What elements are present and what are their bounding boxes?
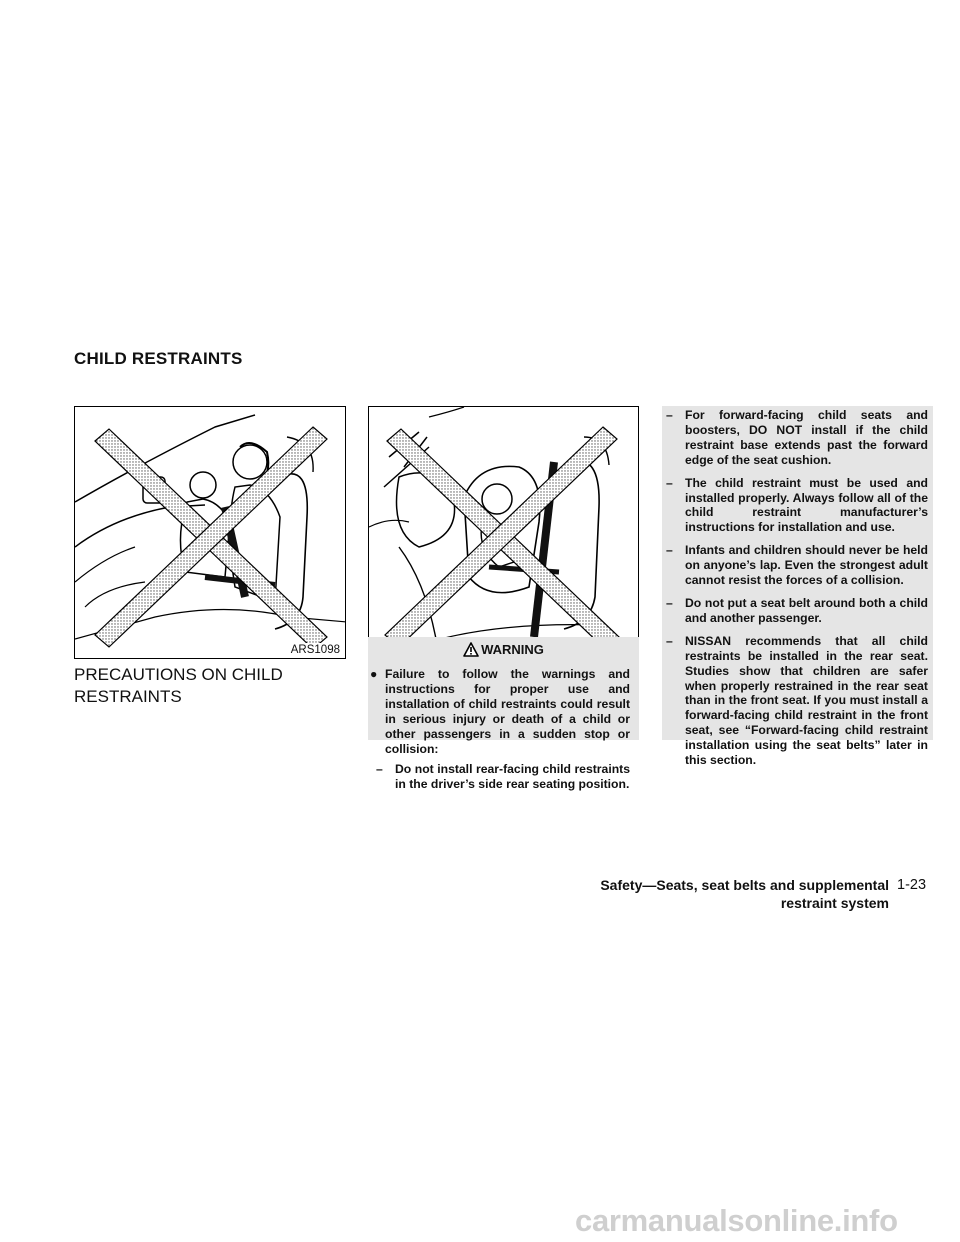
section-title: CHILD RESTRAINTS (74, 349, 243, 368)
warning-item-text: Do not install rear-facing child restraints in the driver’s side rear seating position. (395, 762, 630, 792)
warning-item (666, 543, 928, 588)
dash-icon: – (376, 762, 383, 777)
warning-item-text: The child restraint must be used and installed properly. Always follow all of the child restraint manufacturer’s instructions for installation and use. (685, 475, 928, 535)
subsection-title: PRECAUTIONS ON CHILD RESTRAINTS (74, 665, 283, 706)
warning-title-text: WARNING (481, 642, 544, 657)
footer-chapter: Safety—Seats, seat belts and supplemental restraint system (600, 877, 889, 911)
dash-icon: – (666, 633, 673, 648)
figure-ars1098 (74, 406, 346, 659)
figure-code: ARS1098 (287, 643, 342, 658)
figure-wrs0256-illustration (369, 407, 639, 659)
warning-item-text: For forward-facing child seats and boosters, DO NOT install if the child restraint base extends past the forward edge of the seat cushion. (685, 408, 928, 467)
warning-item (666, 408, 928, 468)
warning-item (666, 596, 928, 626)
warning-item-text: NISSAN recommends that all child restraints be installed in the rear seat. Studies show that children are safer when properly restrained in the rear seat than in the front seat. If you must install a forward-facing child restraint in the front seat, see “Forward-facing child restraint installation using the seat belts” later in this section. (685, 633, 928, 768)
warning-item (666, 634, 928, 768)
watermark[interactable]: carmanualsonline.info (575, 1203, 898, 1238)
figure-wrs0256 (368, 406, 639, 659)
bullet-icon: ● (370, 667, 378, 681)
warning-title (368, 641, 639, 658)
warning-bullet (368, 667, 630, 756)
warning-item (666, 476, 928, 536)
warning-item (368, 762, 630, 792)
dash-icon: – (666, 543, 673, 558)
dash-icon: – (666, 475, 673, 490)
warning-item-text: Infants and children should never be held on anyone’s lap. Even the strongest adult cannot resist the forces of a collision. (685, 543, 928, 588)
figure-ars1098-illustration (75, 407, 346, 659)
warning-item-text: Do not put a seat belt around both a child and another passenger. (685, 595, 928, 625)
dash-icon: – (666, 408, 673, 422)
warning-bullet-text: Failure to follow the warnings and instructions for proper use and installation of child restraints could result in serious injury or death of a child or other passengers in a sudden stop or collision: (385, 667, 630, 756)
warning-continued-list (666, 408, 928, 776)
page-number: 1-23 (897, 877, 927, 893)
warning-body (368, 667, 630, 792)
warning-triangle-icon (463, 642, 479, 657)
dash-icon: – (666, 595, 673, 610)
